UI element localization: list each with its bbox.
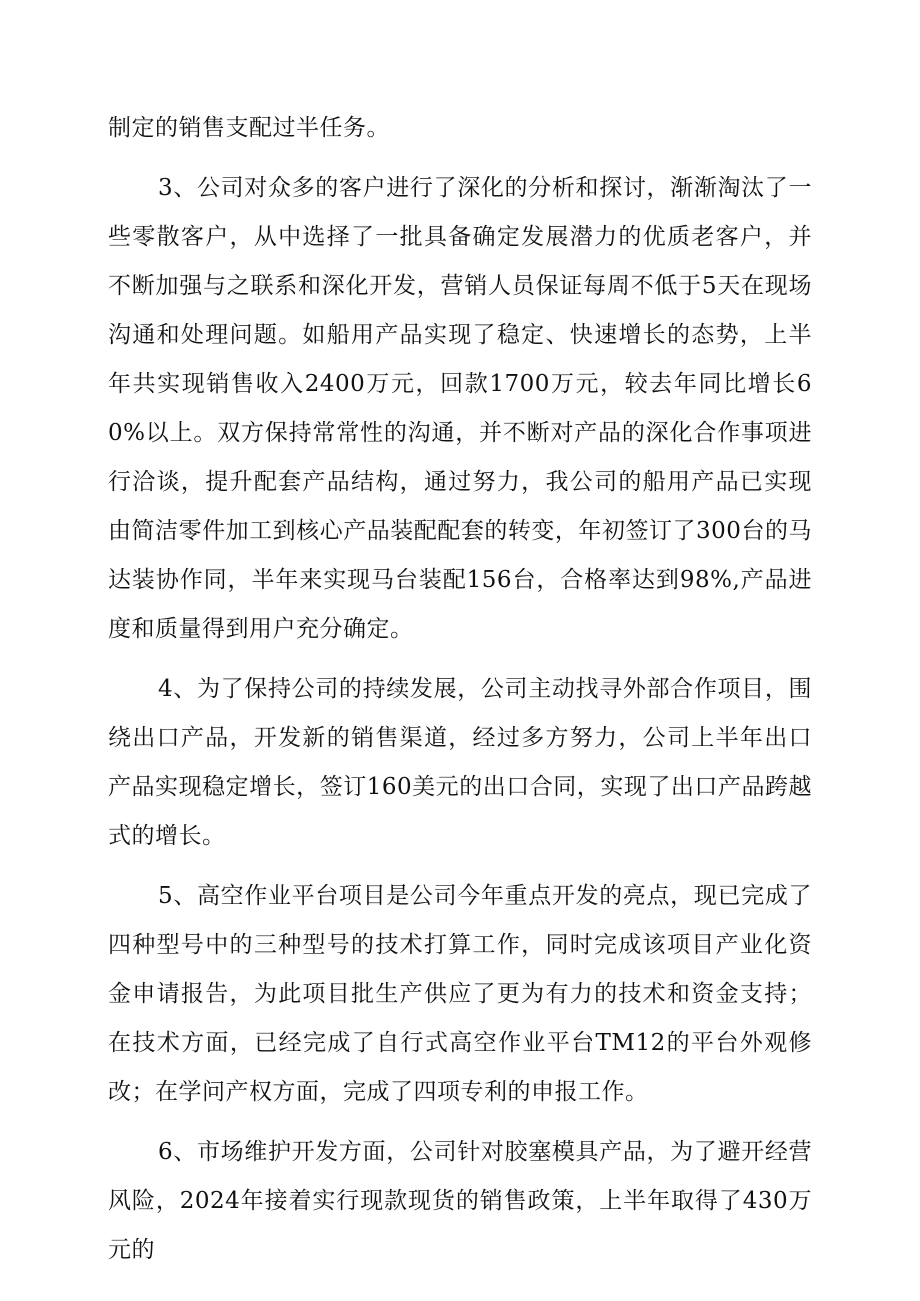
paragraph-item-3: 3、公司对众多的客户进行了深化的分析和探讨，渐渐淘汰了一些零散客户，从中选择了一批具备确定发展潜力的优质老客户，并不断加强与之联系和深化开发，营销人员保证每周不低于5天在现场沟通和处理问题。如船用产品实现了稳定、快速增长的态势，上半年共实现销售收入2400万元，回款1700万元，较去年同比增长60%以上。双方保持常常性的沟通，并不断对产品的深化合作事项进行洽谈，提升配套产品结构，通过努力，我公司的船用产品已实现由简洁零件加工到核心产品装配配套的转变，年初签订了300台的马达装协作同，半年来实现马台装配156台，合格率达到98%,产品进度和质量得到用户充分确定。 bbox=[108, 175, 812, 642]
document-body bbox=[108, 104, 812, 1275]
paragraph-item-5: 5、高空作业平台项目是公司今年重点开发的亮点，现已完成了四种型号中的三种型号的技术打算工作，同时完成该项目产业化资金申请报告，为此项目批生产供应了更为有力的技术和资金支持；在技术方面，已经完成了自行式高空作业平台TM12的平台外观修改；在学问产权方面，完成了四项专利的申报工作。 bbox=[108, 883, 812, 1105]
paragraph-item-4: 4、为了保持公司的持续发展，公司主动找寻外部合作项目，围绕出口产品，开发新的销售渠道，经过多方努力，公司上半年出口产品实现稳定增长，签订160美元的出口合同，实现了出口产品跨越式的增长。 bbox=[108, 676, 812, 849]
paragraph-continuation: 制定的销售支配过半任务。 bbox=[108, 115, 390, 141]
paragraph-item-6: 6、市场维护开发方面，公司针对胶塞模具产品，为了避开经营风险，2024年接着实行现款现货的销售政策，上半年取得了430万元的 bbox=[108, 1139, 812, 1263]
